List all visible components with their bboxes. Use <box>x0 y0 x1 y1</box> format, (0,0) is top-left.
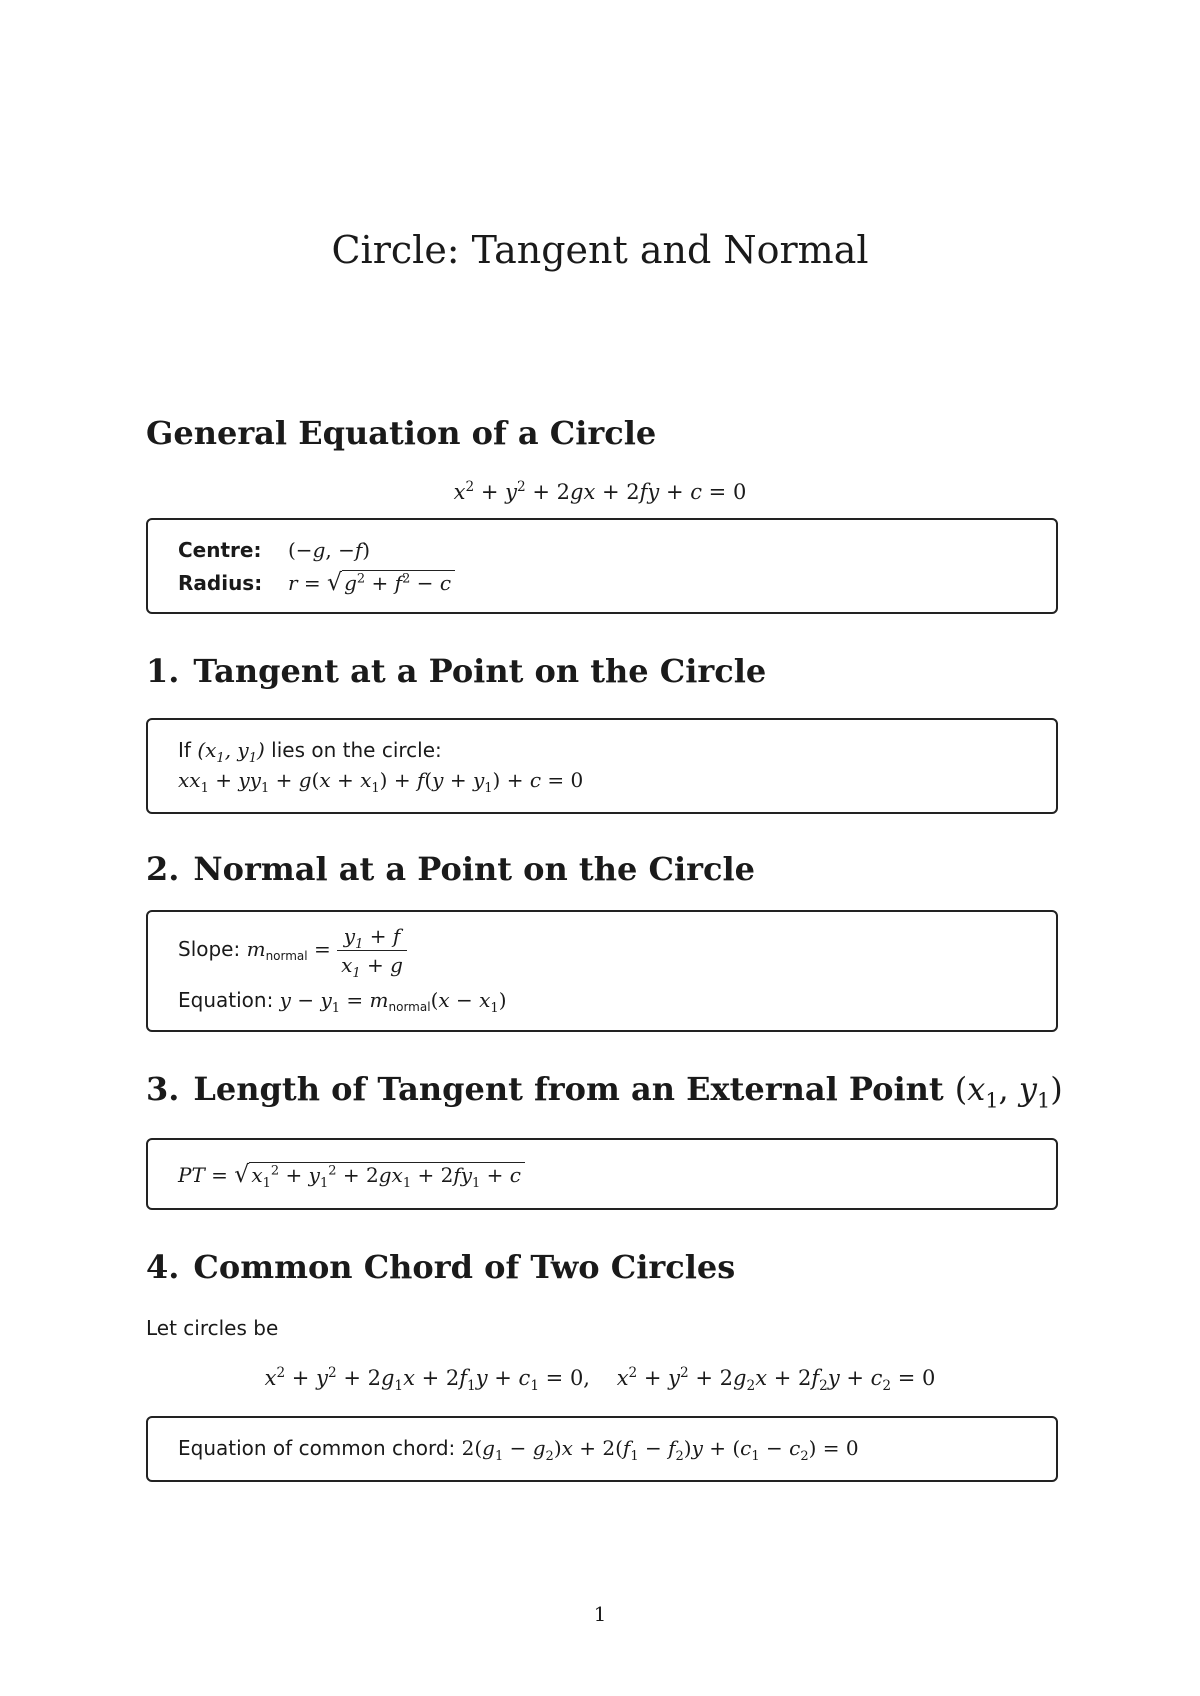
two-circles-formula: $x^2 + y^2 + 2g_1x + 2f_1y + c_1 = 0$, $x^2 + y^2 + 2g_2x + 2f_2y + c_2 = 0$ <box>264 1365 936 1395</box>
normal-equation-row: Equation: $y - y_1 = m_{normal}(x - x_1)$ <box>178 988 507 1016</box>
centre-label: Centre: <box>178 538 262 562</box>
section-number: 3. <box>146 1070 180 1108</box>
tangent-box <box>146 718 1058 814</box>
let-circles-text: Let circles be <box>146 1316 279 1340</box>
page-number: 1 <box>593 1602 607 1626</box>
radius-formula: r = √ $g^2 + f^2 - c$ <box>288 571 455 595</box>
common-chord-label: Equation of common chord: <box>178 1436 456 1460</box>
section-heading: Length of Tangent from an External Point <box>193 1070 944 1108</box>
tangent-formula: $xx_1 + yy_1 + g(x + x_1) + f(y + y_1) + c = 0$ <box>178 768 584 796</box>
heading-tangent-at-point <box>146 652 766 690</box>
section-number: 4. <box>146 1248 180 1286</box>
normal-box <box>146 910 1058 1032</box>
heading-general-equation: General Equation of a Circle <box>146 414 657 452</box>
common-chord-formula: Equation of common chord: $2(g_1 - g_2)x + 2(f_1 - f_2)y + (c_1 - c_2) = 0$ <box>178 1436 859 1464</box>
general-equation-formula: $x^2 + y^2 + 2gx + 2fy + c = 0$ <box>453 479 747 504</box>
radius-row <box>178 568 455 596</box>
radius-label: Radius: <box>178 571 263 595</box>
common-chord-box <box>146 1416 1058 1482</box>
tangent-intro-before: If <box>178 738 191 762</box>
length-of-tangent-formula: PT = √ $x_1^2 + y_1^2 + 2gx_1 + 2fy_1 + c$ <box>178 1160 525 1188</box>
section-number: 2. <box>146 850 180 888</box>
tangent-condition: If ($x_1$, $y_1$) lies on the circle: <box>178 738 442 766</box>
centre-row <box>178 538 370 562</box>
section-number: 1. <box>146 652 180 690</box>
tangent-intro-after: lies on the circle: <box>271 738 442 762</box>
centre-formula: (−g, −f) <box>288 538 371 562</box>
slope-label: Slope: <box>178 937 241 961</box>
page-title: Circle: Tangent and Normal <box>331 228 869 272</box>
normal-slope-row: Slope: $m_{normal}$ = $\frac{y_1 + f}{x_1 + g}$ <box>178 924 407 977</box>
section-heading: Common Chord of Two Circles <box>193 1248 736 1286</box>
length-of-tangent-box <box>146 1138 1058 1210</box>
equation-label: Equation: <box>178 988 274 1012</box>
heading-common-chord <box>146 1248 735 1286</box>
slope-fraction: $\frac{y_1 + f}{x_1 + g}$ <box>337 924 407 977</box>
heading-length-of-tangent: 3. Length of Tangent from an External Point ($x_1$, $y_1$) <box>146 1070 1063 1113</box>
centre-radius-box <box>146 518 1058 614</box>
heading-normal-at-point <box>146 850 755 888</box>
section-heading: Normal at a Point on the Circle <box>193 850 755 888</box>
section-heading: Tangent at a Point on the Circle <box>193 652 767 690</box>
